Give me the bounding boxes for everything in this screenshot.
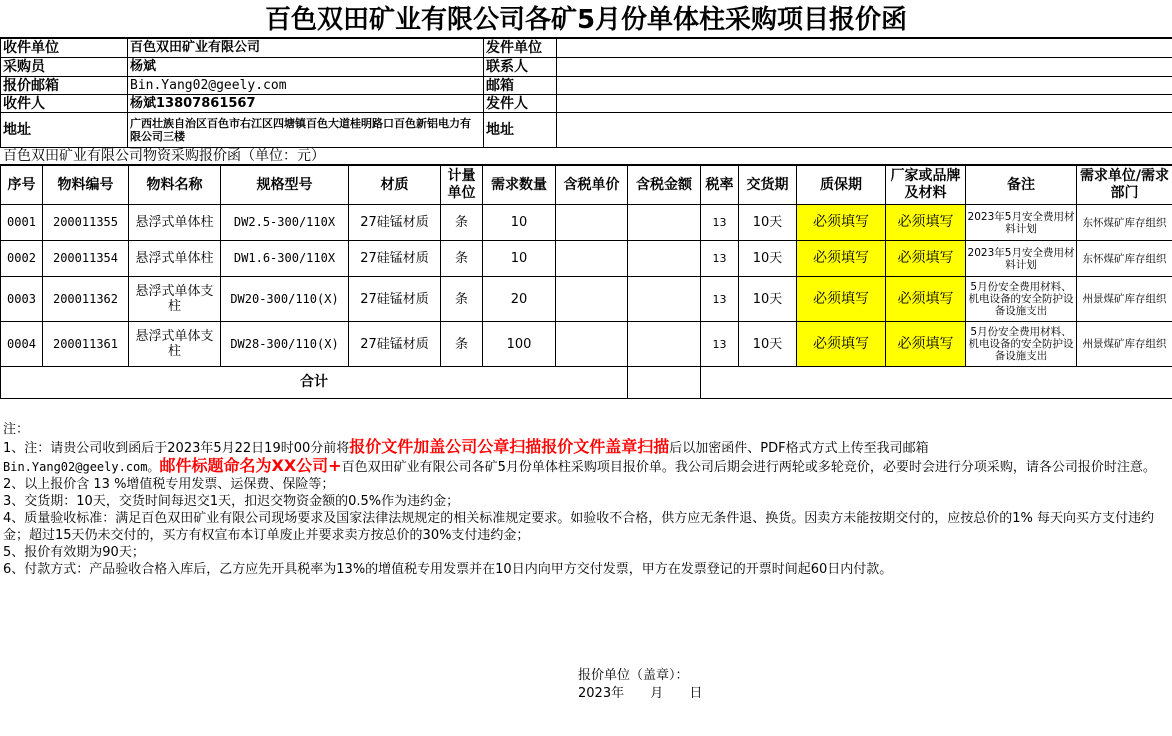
signature-day: 日: [689, 686, 703, 701]
cell-qty[interactable]: 10: [483, 241, 556, 277]
info-table: [0, 38, 1172, 148]
cell-dept[interactable]: 东怀煤矿库存组织: [1077, 205, 1172, 241]
note-1-part-b: 后以加密函件、PDF格式方式上传至我司邮箱: [669, 441, 929, 456]
cell-unit[interactable]: 条: [441, 205, 483, 241]
cell-delivery[interactable]: 10天: [739, 322, 797, 367]
header-name: 物料名称: [129, 166, 221, 205]
header-brand: 厂家或品牌及材料: [886, 166, 966, 205]
cell-qty[interactable]: 20: [483, 277, 556, 322]
cell-brand[interactable]: 必须填写: [886, 205, 966, 241]
recipient-value[interactable]: 杨斌13807861567: [128, 95, 484, 113]
cell-remark[interactable]: 5月份安全费用材料、机电设备的安全防护设备设施支出: [966, 322, 1077, 367]
cell-spec[interactable]: DW2.5-300/110X: [221, 205, 349, 241]
cell-warranty[interactable]: 必须填写: [797, 205, 886, 241]
note-1: [3, 438, 1172, 457]
cell-price[interactable]: [556, 241, 628, 277]
address-label: 地址: [1, 113, 128, 148]
header-spec: 规格型号: [221, 166, 349, 205]
address2-value[interactable]: [557, 113, 1172, 148]
address-value[interactable]: 广西壮族自治区百色市右江区四塘镇百色大道桂明路口百色新铝电力有限公司三楼: [128, 113, 484, 148]
cell-name[interactable]: 悬浮式单体柱: [129, 205, 221, 241]
cell-spec[interactable]: DW1.6-300/110X: [221, 241, 349, 277]
total-amount[interactable]: [628, 367, 701, 399]
total-label: 合计: [1, 367, 628, 399]
cell-delivery[interactable]: 10天: [739, 241, 797, 277]
header-remark: 备注: [966, 166, 1077, 205]
signature-date: [578, 685, 702, 703]
cell-brand[interactable]: 必须填写: [886, 241, 966, 277]
cell-material[interactable]: 27硅锰材质: [349, 277, 441, 322]
note-4: 4、质量验收标准：满足百色双田矿业有限公司现场要求及国家法律法规规定的相关标准规定要求。如验收不合格，供方应无条件退、换货。因卖方未能按期交付的，应按总价的1% 每天向买方支付违约金；超过15天仍未交付的，买方有权宣布本订单废止并要求卖方按总价的30%支付违约金；: [3, 511, 1155, 543]
cell-price[interactable]: [556, 205, 628, 241]
table-row: [1, 205, 1172, 241]
cell-amount[interactable]: [628, 241, 701, 277]
cell-code[interactable]: 200011361: [43, 322, 129, 367]
note-1-cont: [3, 457, 1172, 476]
cell-unit[interactable]: 条: [441, 277, 483, 322]
header-no: 序号: [1, 166, 43, 205]
cell-no[interactable]: 0002: [1, 241, 43, 277]
header-unit: 计量单位: [441, 166, 483, 205]
note-5: 5、报价有效期为90天；: [3, 545, 145, 560]
quote-email-value[interactable]: Bin.Yang02@geely.com: [128, 77, 484, 95]
email-label: 邮箱: [484, 77, 557, 95]
cell-spec[interactable]: DW20-300/110(X): [221, 277, 349, 322]
cell-dept[interactable]: 东怀煤矿库存组织: [1077, 241, 1172, 277]
header-tax: 税率: [701, 166, 739, 205]
table-row: [1, 277, 1172, 322]
cell-qty[interactable]: 10: [483, 205, 556, 241]
quote-email-label: 报价邮箱: [1, 77, 128, 95]
cell-name[interactable]: 悬浮式单体支柱: [129, 322, 221, 367]
buyer-label: 采购员: [1, 58, 128, 77]
header-price: 含税单价: [556, 166, 628, 205]
cell-amount[interactable]: [628, 322, 701, 367]
contact-value[interactable]: [557, 58, 1172, 77]
cell-warranty[interactable]: 必须填写: [797, 277, 886, 322]
signature-month: 月: [650, 686, 664, 701]
cell-unit[interactable]: 条: [441, 322, 483, 367]
note-1-part-a: 1、注：请贵公司收到函后于2023年5月22日19时00分前将: [3, 441, 350, 456]
cell-tax[interactable]: 13: [701, 322, 739, 367]
header-material: 材质: [349, 166, 441, 205]
cell-no[interactable]: 0004: [1, 322, 43, 367]
table-row: [1, 322, 1172, 367]
sender-unit-label: 发件单位: [484, 39, 557, 58]
contact-label: 联系人: [484, 58, 557, 77]
sender-label: 发件人: [484, 95, 557, 113]
cell-code[interactable]: 200011355: [43, 205, 129, 241]
receiver-unit-label: 收件单位: [1, 39, 128, 58]
signature-year: 2023年: [578, 686, 625, 701]
cell-unit[interactable]: 条: [441, 241, 483, 277]
notes-section: [0, 398, 1172, 736]
cell-remark[interactable]: 5月份安全费用材料、机电设备的安全防护设备设施支出: [966, 277, 1077, 322]
header-qty: 需求数量: [483, 166, 556, 205]
table-subtitle: 百色双田矿业有限公司物资采购报价函（单位：元）: [0, 147, 1172, 165]
cell-qty[interactable]: 100: [483, 322, 556, 367]
cell-delivery[interactable]: 10天: [739, 205, 797, 241]
receiver-unit-value[interactable]: 百色双田矿业有限公司: [128, 39, 484, 58]
note-6: 6、付款方式：产品验收合格入库后，乙方应先开具税率为13%的增值税专用发票并在10日内向甲方交付发票，甲方在发票登记的开票时间起60日内付款。: [3, 562, 893, 577]
cell-no[interactable]: 0003: [1, 277, 43, 322]
cell-warranty[interactable]: 必须填写: [797, 322, 886, 367]
cell-brand[interactable]: 必须填写: [886, 322, 966, 367]
cell-price[interactable]: [556, 277, 628, 322]
cell-spec[interactable]: DW28-300/110(X): [221, 322, 349, 367]
note-1-part-c: 百色双田矿业有限公司各矿5月份单体柱采购项目报价单。我公司后期会进行两轮或多轮竞价，必要时会进行分项采购，请各公司报价时注意。: [341, 460, 1156, 475]
cell-remark[interactable]: 2023年5月安全费用材料计划: [966, 205, 1077, 241]
email-value[interactable]: [557, 77, 1172, 95]
cell-remark[interactable]: 2023年5月安全费用材料计划: [966, 241, 1077, 277]
cell-tax[interactable]: 13: [701, 205, 739, 241]
cell-amount[interactable]: [628, 277, 701, 322]
note-2: 2、以上报价含 13 %增值税专用发票、运保费、保险等；: [3, 477, 335, 492]
cell-warranty[interactable]: 必须填写: [797, 241, 886, 277]
cell-name[interactable]: 悬浮式单体支柱: [129, 277, 221, 322]
cell-code[interactable]: 200011362: [43, 277, 129, 322]
address2-label: 地址: [484, 113, 557, 148]
note-1-email: Bin.Yang02@geely.com。: [3, 460, 160, 474]
cell-dept[interactable]: 州景煤矿库存组织: [1077, 277, 1172, 322]
cell-name[interactable]: 悬浮式单体柱: [129, 241, 221, 277]
cell-material[interactable]: 27硅锰材质: [349, 205, 441, 241]
total-row: [1, 367, 1172, 399]
cell-tax[interactable]: 13: [701, 277, 739, 322]
note-3: 3、交货期：10天，交货时间每迟交1天，扣迟交物资金额的0.5%作为违约金；: [3, 494, 460, 509]
header-delivery: 交货期: [739, 166, 797, 205]
cell-dept[interactable]: 州景煤矿库存组织: [1077, 322, 1172, 367]
sender-unit-value[interactable]: [557, 39, 1172, 58]
cell-price[interactable]: [556, 322, 628, 367]
cell-code[interactable]: 200011354: [43, 241, 129, 277]
cell-material[interactable]: 27硅锰材质: [349, 241, 441, 277]
sender-value[interactable]: [557, 95, 1172, 113]
cell-amount[interactable]: [628, 205, 701, 241]
note-1-subject-highlight: 邮件标题命名为XX公司+: [159, 456, 342, 475]
header-amount: 含税金额: [628, 166, 701, 205]
page-title: 百色双田矿业有限公司各矿5月份单体柱采购项目报价函: [0, 0, 1172, 38]
header-code: 物料编号: [43, 166, 129, 205]
recipient-label: 收件人: [1, 95, 128, 113]
quote-table: [0, 165, 1172, 399]
buyer-value[interactable]: 杨斌: [128, 58, 484, 77]
cell-brand[interactable]: 必须填写: [886, 277, 966, 322]
signature-label: 报价单位（盖章）：: [578, 668, 689, 683]
signature-block: [578, 667, 702, 703]
cell-tax[interactable]: 13: [701, 241, 739, 277]
cell-no[interactable]: 0001: [1, 205, 43, 241]
cell-delivery[interactable]: 10天: [739, 277, 797, 322]
notes-heading: 注：: [3, 422, 30, 437]
note-1-highlight: 报价文件加盖公司公章扫描报价文件盖章扫描: [349, 437, 670, 456]
table-row: [1, 241, 1172, 277]
cell-material[interactable]: 27硅锰材质: [349, 322, 441, 367]
total-extra: [701, 367, 1172, 399]
header-warranty: 质保期: [797, 166, 886, 205]
header-dept: 需求单位/需求部门: [1077, 166, 1172, 205]
